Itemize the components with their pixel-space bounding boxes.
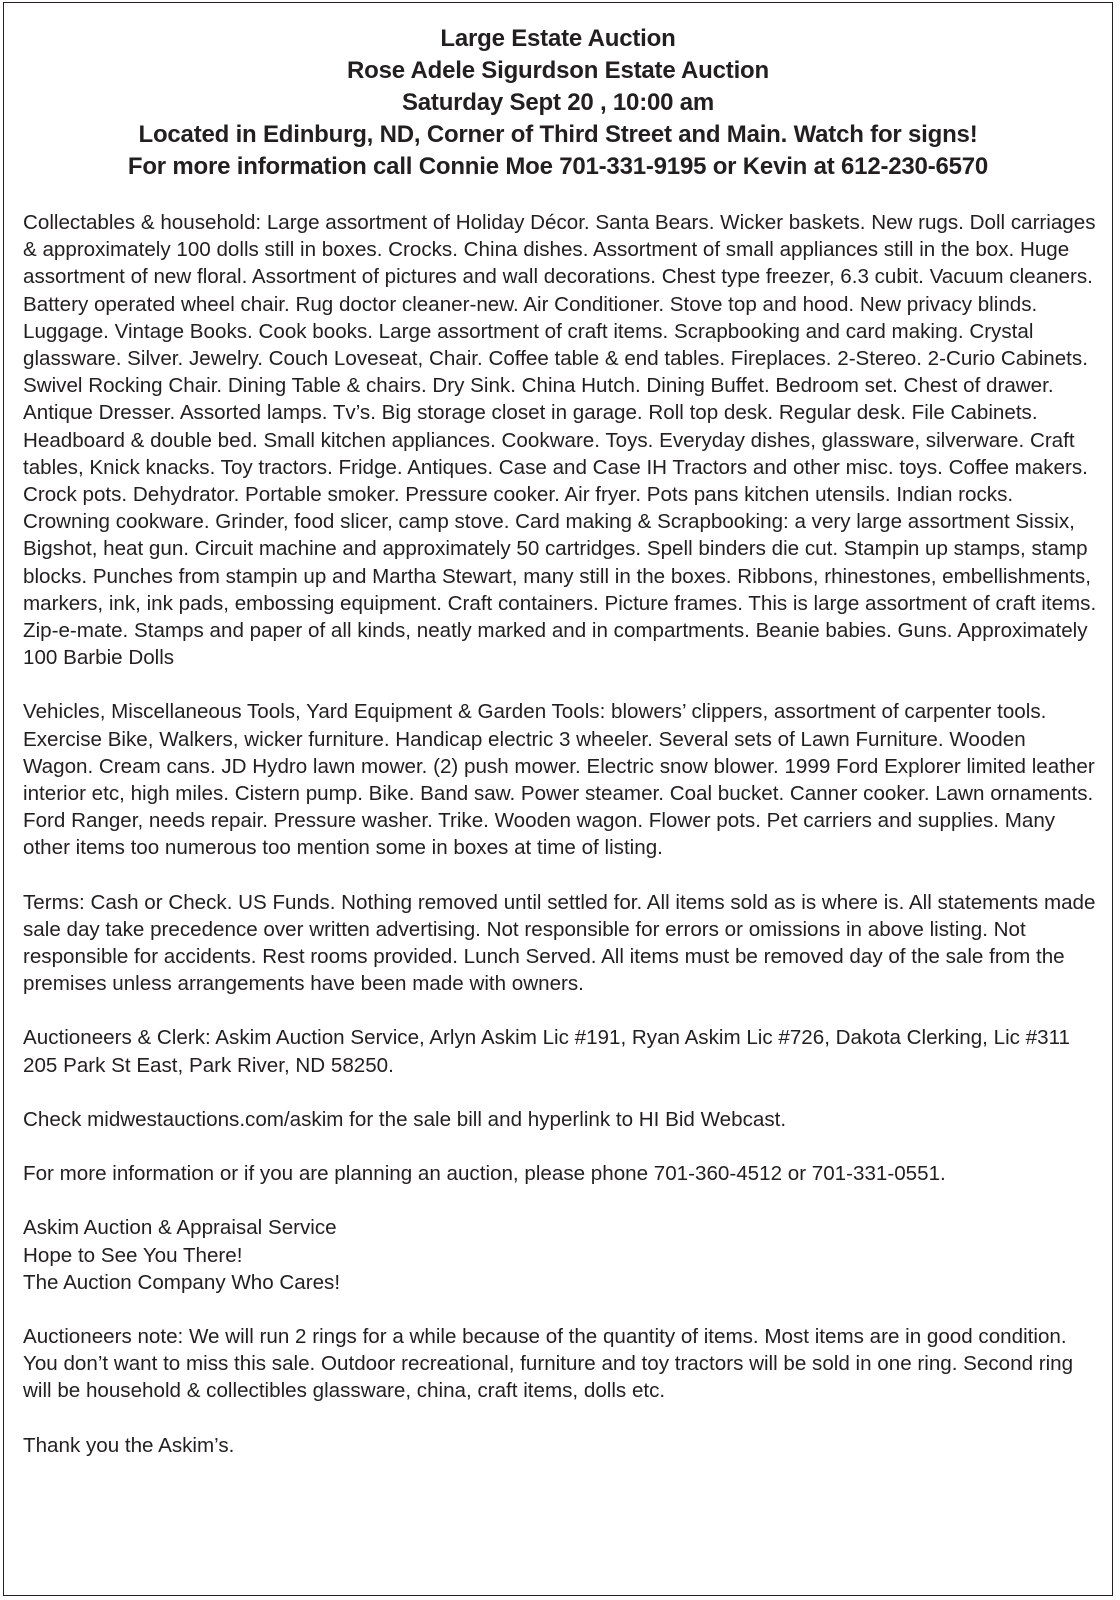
website-paragraph: Check midwestauctions.com/askim for the sale bill and hyperlink to HI Bid Webcast.: [23, 1107, 787, 1131]
tagline: The Auction Company Who Cares!: [23, 1270, 341, 1294]
signature-block: [23, 1214, 1098, 1296]
auction-location: Located in Edinburg, ND, Corner of Third Street and Main. Watch for signs!: [138, 121, 978, 148]
auctioneers-note-paragraph: Auctioneers note: We will run 2 rings for a while because of the quantity of items. Most items are in good condition. You don’t want to miss this sale. Outdoor recreational, furniture and toy tractors will be sold in one ring. Second ring will be household & collectibles glassware, china, craft items, dolls etc.: [23, 1324, 1074, 1403]
vehicles-paragraph: Vehicles, Miscellaneous Tools, Yard Equipment & Garden Tools: blowers’ clippers, assortment of carpenter tools. Exercise Bike, Walkers, wicker furniture. Handicap electric 3 wheeler. Several sets of Lawn Furniture. Wooden Wagon. Cream cans. JD Hydro lawn mower. (2) push mower. Electric snow blower. 1999 Ford Explorer limited leather interior etc, high miles. Cistern pump. Bike. Band saw. Power steamer. Coal bucket. Canner cooker. Lawn ornaments. Ford Ranger, needs repair. Pressure washer. Trike. Wooden wagon. Flower pots. Pet carriers and supplies. Many other items too numerous too mention some in boxes at time of listing.: [23, 700, 1095, 860]
collectables-paragraph: Collectables & household: Large assortment of Holiday Décor. Santa Bears. Wicker baskets. New rugs. Doll carriages & approximately 100 dolls still in boxes. Crocks. China dishes. Assortment of small appliances still in the box. Huge assortment of new floral. Assortment of pictures and wall decorations. Chest type freezer, 6.3 cubit. Vacuum cleaners. Battery operated wheel chair. Rug doctor cleaner-new. Air Conditioner. Stove top and hood. New privacy blinds. Luggage. Vintage Books. Cook books. Large assortment of craft items. Scrapbooking and card making. Crystal glassware. Silver. Jewelry. Couch Loveseat, Chair. Coffee table & end tables. Fireplaces. 2-Stereo. 2-Curio Cabinets. Swivel Rocking Chair. Dining Table & chairs. Dry Sink. China Hutch. Dining Buffet. Bedroom set. Chest of drawer. Antique Dresser. Assorted lamps. Tv’s. Big storage closet in garage. Roll top desk. Regular desk. File Cabinets. Headboard & double bed. Small kitchen appliances. Cookware. Toys. Everyday dishes, glassware, silverware. Craft tables, Knick knacks. Toy tractors. Fridge. Antiques. Case and Case IH Tractors and other misc. toys. Coffee makers. Crock pots. Dehydrator. Portable smoker. Pressure cooker. Air fryer. Pots pans kitchen utensils. Indian rocks. Crowning cookware. Grinder, food slicer, camp stove. Card making & Scrapbooking: a very large assortment Sissix, Bigshot, heat gun. Circuit machine and approximately 50 cartridges. Spell binders die cut. Stampin up stamps, stamp blocks. Punches from stampin up and Martha Stewart, many still in the boxes. Ribbons, rhinestones, embellishments, markers, ink, ink pads, embossing equipment. Craft containers. Picture frames. This is large assortment of craft items. Zip-e-mate. Stamps and paper of all kinds, neatly marked and in compartments. Beanie babies. Guns. Approximately 100 Barbie Dolls: [23, 211, 1097, 670]
contact-info: For more information call Connie Moe 701-331-9195 or Kevin at 612-230-6570: [127, 153, 989, 180]
thanks-line: Thank you the Askim’s.: [23, 1433, 235, 1457]
estate-name: Rose Adele Sigurdson Estate Auction: [347, 57, 769, 84]
ad-title: Large Estate Auction: [440, 25, 676, 52]
slogan-line: Hope to See You There!: [23, 1243, 243, 1267]
ad-header: [4, 23, 1112, 183]
auctioneers-paragraph: Auctioneers & Clerk: Askim Auction Service, Arlyn Askim Lic #191, Ryan Askim Lic #726, Dakota Clerking, Lic #311 205 Park St East, Park River, ND 58250.: [23, 1026, 1070, 1077]
ad-body: [23, 209, 1098, 1459]
company-name: Askim Auction & Appraisal Service: [23, 1216, 337, 1240]
auction-date: Saturday Sept 20 , 10:00 am: [401, 89, 715, 116]
phone-paragraph: For more information or if you are planning an auction, please phone 701-360-4512 or 701-331-0551.: [23, 1162, 946, 1186]
auction-ad: [3, 2, 1113, 1596]
terms-paragraph: Terms: Cash or Check. US Funds. Nothing removed until settled for. All items sold as is where is. All statements made sale day take precedence over written advertising. Not responsible for errors or omissions in above listing. Not responsible for accidents. Rest rooms provided. Lunch Served. All items must be removed day of the sale from the premises unless arrangements have been made with owners.: [23, 890, 1096, 996]
